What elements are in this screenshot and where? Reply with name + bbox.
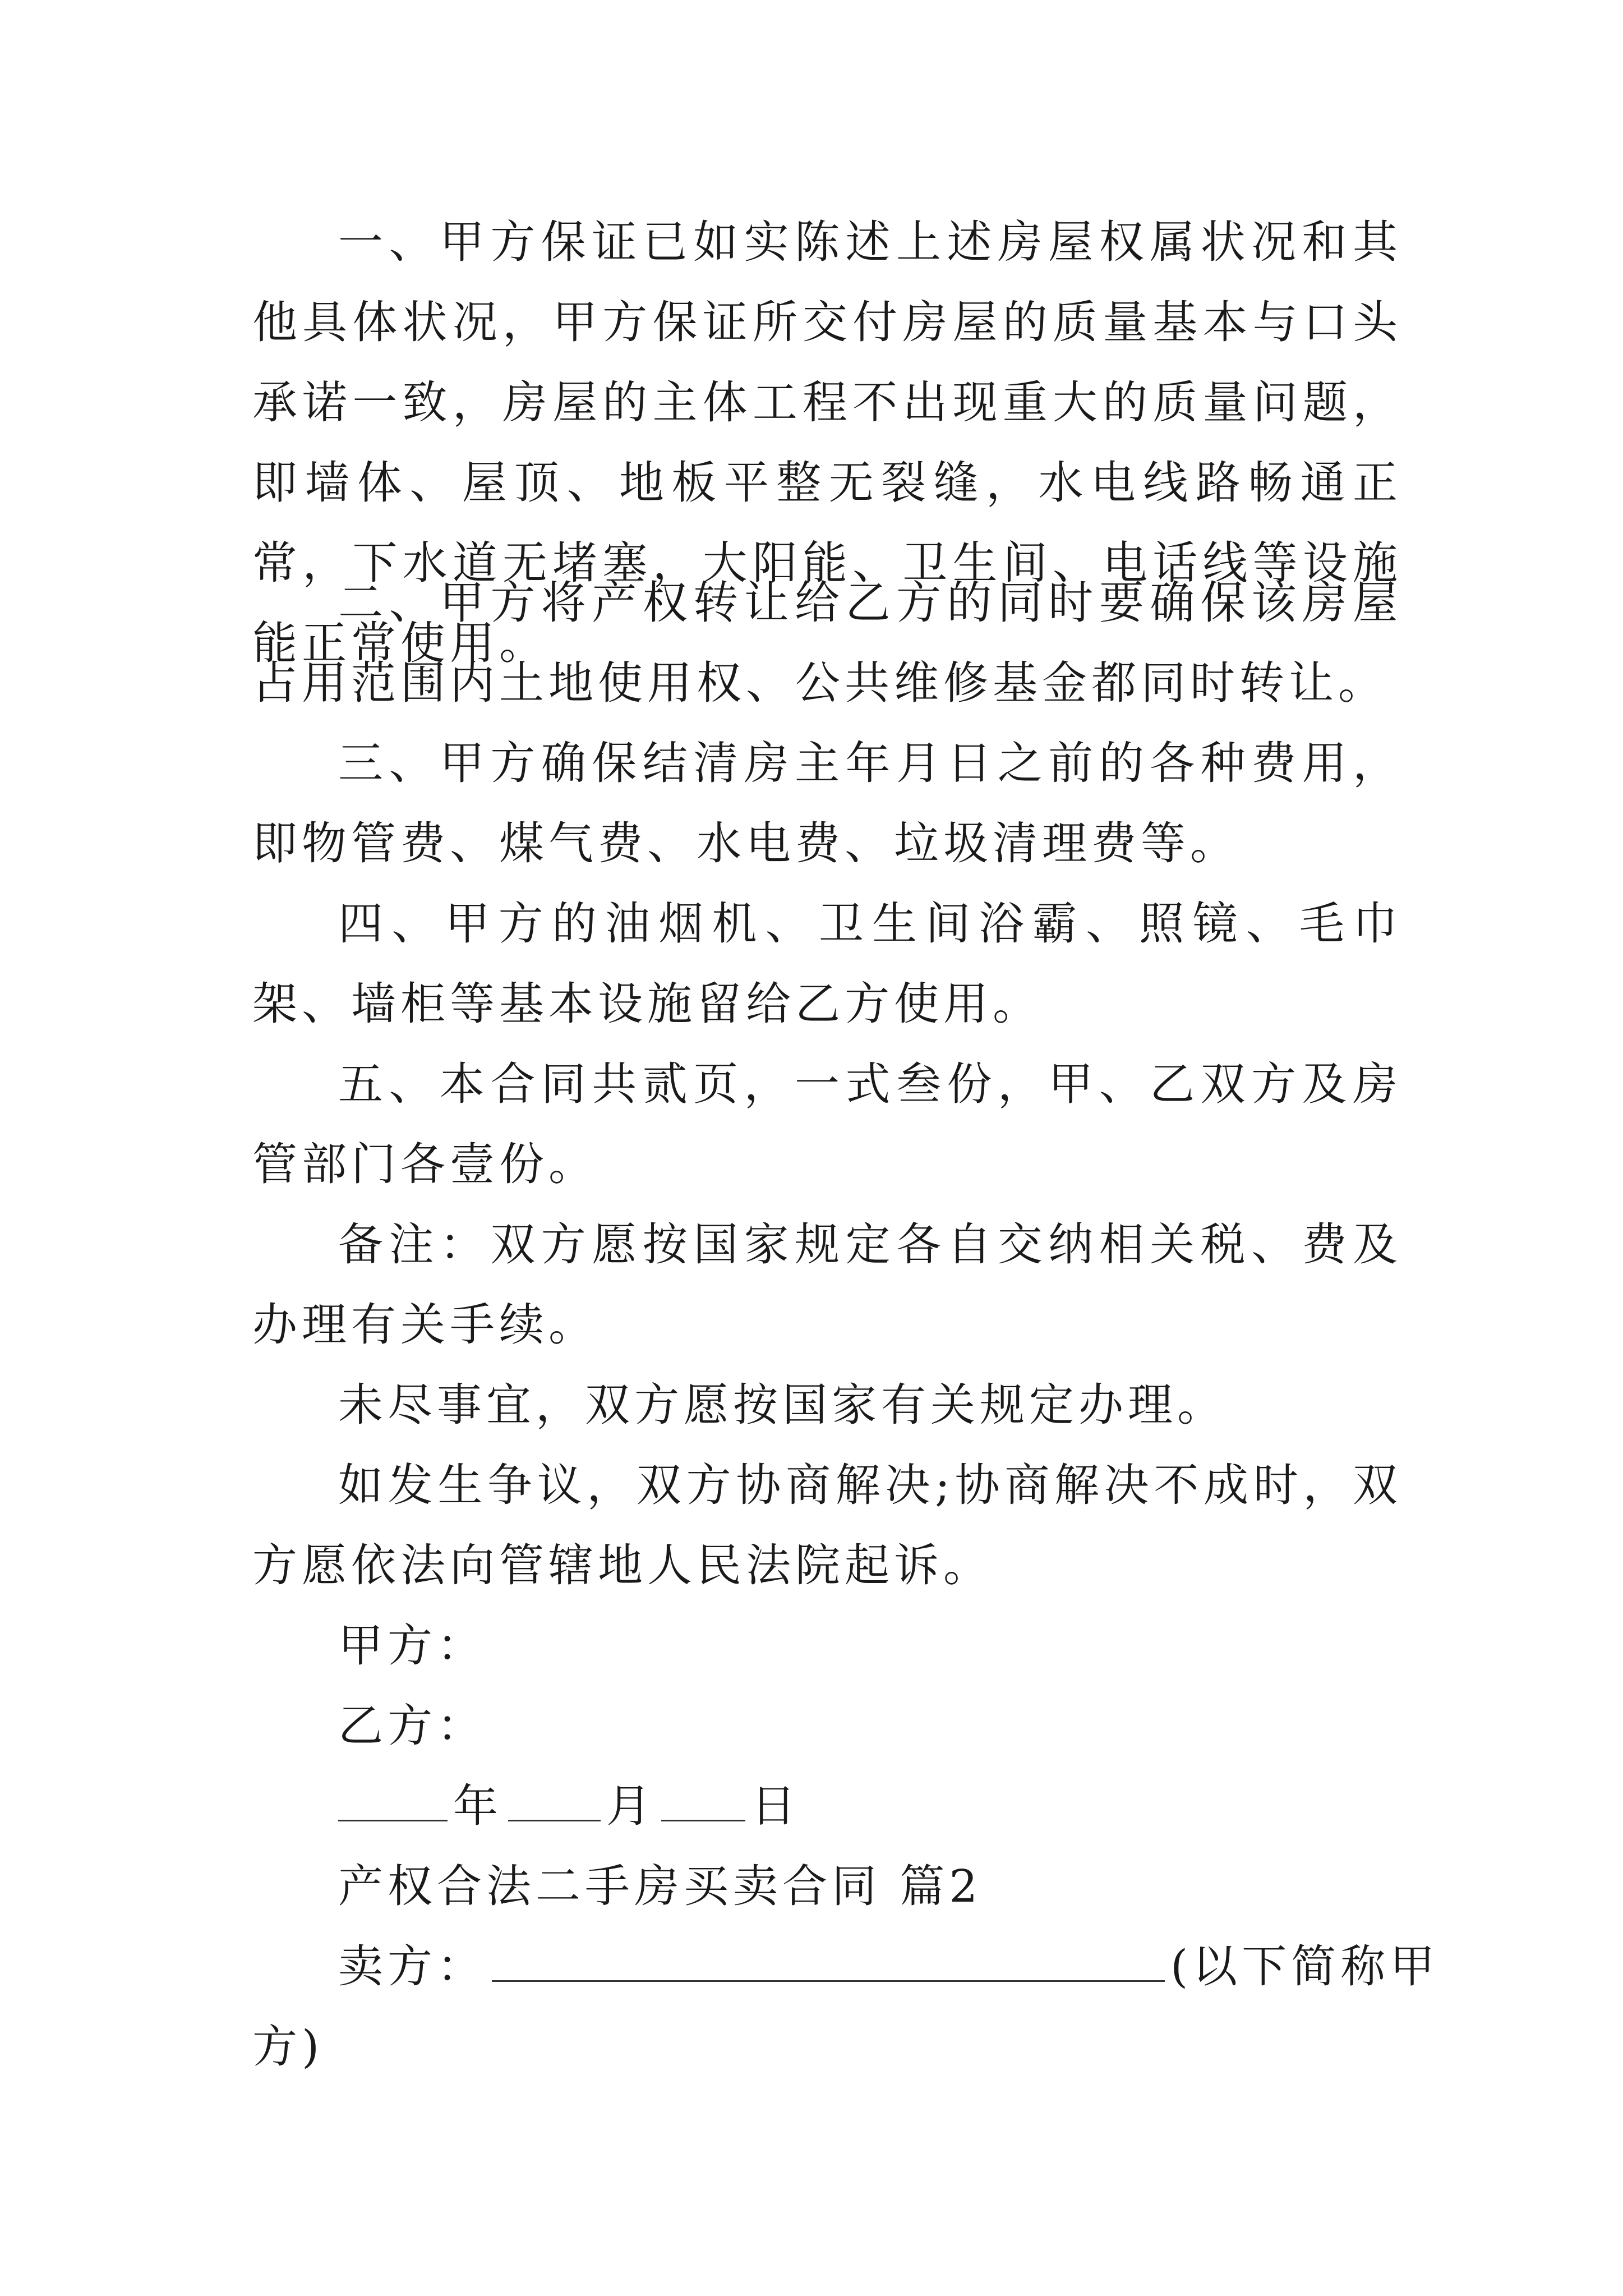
remark-note: 备注：双方愿按国家规定各自交纳相关税、费及办理有关手续。: [252, 1218, 1402, 1351]
clause-1: 一、甲方保证已如实陈述上述房屋权属状况和其他具体状况，甲方保证所交付房屋的质量基本与口头承诺一致，房屋的主体工程不出现重大的质量问题，即墙体、屋顶、地板平整无裂缝，水电线路畅通正常，下水道无堵塞，大阳能、卫生间、电话线等设施能正常使用。: [252, 216, 1402, 669]
unresolved-note: 未尽事宜，双方愿按国家有关规定办理。: [338, 1379, 1227, 1431]
year-label: 年: [453, 1780, 502, 1832]
seller-label: 卖方：: [338, 1940, 486, 1993]
section-heading: 产权合法二手房买卖合同 篇2: [338, 1860, 983, 1912]
day-blank[interactable]: [661, 1780, 745, 1821]
month-blank[interactable]: [508, 1780, 601, 1821]
dispute-note: 如发生争议，双方协商解决;协商解决不成时，双方愿依法向管辖地人民法院起诉。: [252, 1459, 1402, 1591]
seller-suffix: (以下简称甲: [1170, 1940, 1440, 1993]
seller-wrap: 方): [252, 2021, 324, 2073]
clause-2: 二、甲方将产权转让给乙方的同时要确保该房屋占用范围内土地使用权、公共维修基金都同时转让。: [252, 577, 1402, 709]
month-label: 月: [606, 1780, 656, 1832]
date-line: [338, 1766, 800, 1846]
year-blank[interactable]: [338, 1780, 448, 1821]
clause-5: 五、本合同共贰页，一式叁份，甲、乙双方及房管部门各壹份。: [252, 1058, 1402, 1190]
seller-line: [338, 1926, 1439, 2007]
day-label: 日: [751, 1780, 800, 1832]
party-a-signature: 甲方：: [338, 1619, 486, 1672]
clause-4: 四、甲方的油烟机、卫生间浴霸、照镜、毛巾架、墙柜等基本设施留给乙方使用。: [252, 898, 1402, 1030]
seller-blank[interactable]: [492, 1941, 1165, 1982]
clause-3: 三、甲方确保结清房主年月日之前的各种费用，即物管费、煤气费、水电费、垃圾清理费等。: [252, 737, 1402, 869]
party-b-signature: 乙方：: [338, 1700, 486, 1752]
